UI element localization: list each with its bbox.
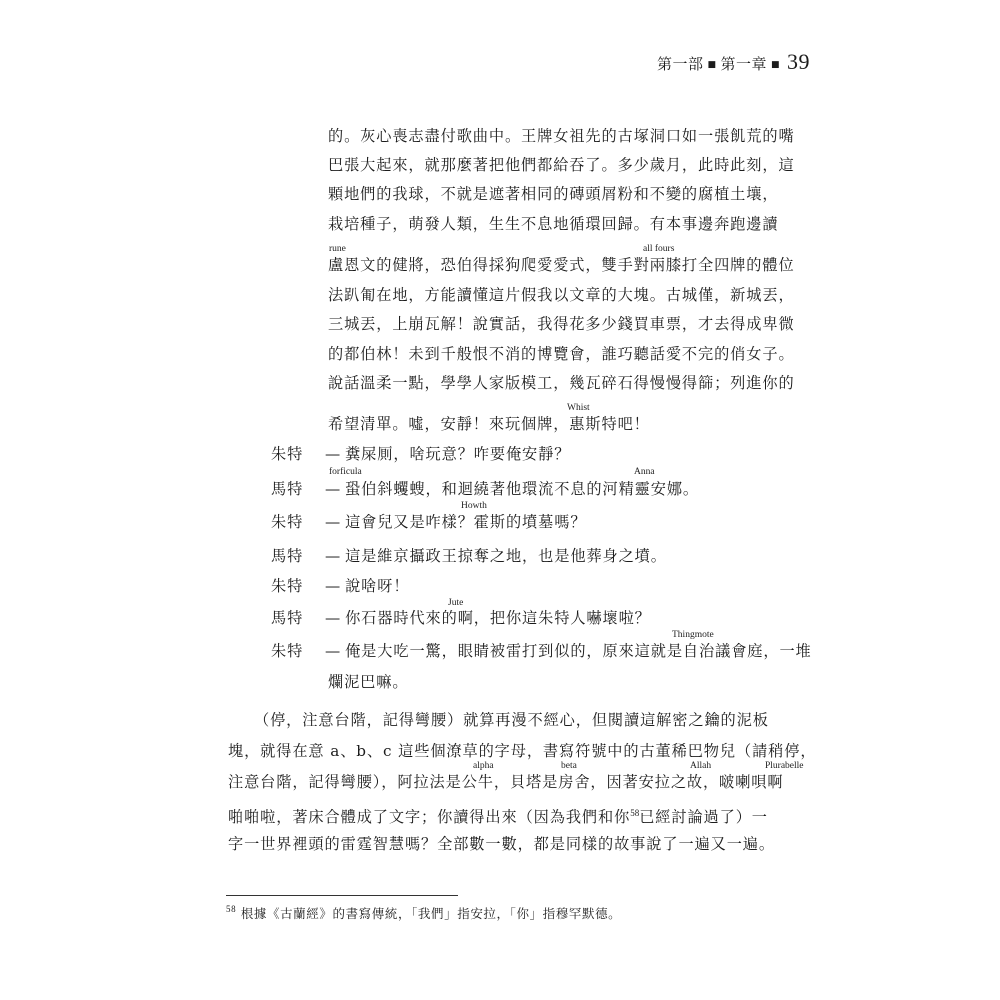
- footnote-ref[interactable]: 58: [630, 808, 640, 818]
- speaker-name: 朱特: [271, 513, 304, 531]
- gloss-whist: Whist: [567, 403, 590, 413]
- speaker-name: 馬特: [271, 609, 304, 627]
- dash: —: [325, 513, 342, 531]
- gloss-allah: Allah: [690, 761, 712, 771]
- dialogue-text: 你石器時代來的啊，把你這朱特人嚇壞啦？: [345, 609, 651, 627]
- dialogue-line: [271, 479, 699, 499]
- dialogue-line: [271, 576, 409, 596]
- gloss-forficula: forficula: [329, 467, 362, 477]
- running-header: [657, 49, 810, 75]
- part-label: 第一部: [656, 55, 704, 73]
- footnote: [226, 904, 621, 922]
- paragraph-line: 塊，就得在意 a、b、c 這些個潦草的字母，書寫符號中的古董稀巴物兒（請稍停，: [228, 742, 817, 760]
- dialogue-line: [271, 512, 586, 532]
- gloss-plurabelle: Plurabelle: [765, 761, 804, 771]
- gloss-beta: beta: [561, 761, 577, 771]
- gloss-anna: Anna: [634, 467, 655, 477]
- dialogue-text: 糞屎厠，啥玩意？咋要俺安靜？: [345, 445, 571, 463]
- verse-line: 希望清單。噓，安靜！來玩個牌，惠斯特吧！: [328, 415, 650, 433]
- verse-line: 顆地們的我球，不就是遮著相同的磚頭屑粉和不變的腐植土壤，: [328, 185, 779, 203]
- dash: —: [325, 445, 342, 463]
- gloss-all-fours: all fours: [643, 244, 675, 254]
- paragraph-text: 啪啪啦，著床合體成了文字；你讀得出來（因為我們和你: [228, 808, 631, 826]
- dialogue-text: 俺是大吃一驚，眼睛被雷打到似的，原來這就是自治議會庭，一堆: [345, 642, 812, 660]
- verse-line: 的都伯林！未到千般恨不消的博覽會，誰巧聽話愛不完的俏女子。: [328, 345, 795, 363]
- dash: —: [325, 642, 342, 660]
- speaker-name: 朱特: [271, 642, 304, 660]
- dialogue-continuation: 爛泥巴嘛。: [328, 673, 409, 691]
- speaker-name: 馬特: [271, 547, 304, 565]
- verse-line: 三城丟，上崩瓦解！說實話，我得花多少錢買車票，才去得成卑微: [328, 315, 795, 333]
- dash: —: [325, 547, 342, 565]
- verse-line: 的。灰心喪志盡付歌曲中。王牌女祖先的古塚洞口如一張飢荒的嘴: [328, 127, 795, 145]
- verse-line: 說話溫柔一點，學學人家版模工，幾瓦碎石得慢慢得篩；列進你的: [328, 374, 795, 392]
- footnote-number: 58: [226, 903, 237, 914]
- dash: —: [325, 577, 342, 595]
- gloss-alpha: alpha: [473, 761, 494, 771]
- verse-line: 栽培種子，萌發人類，生生不息地循環回歸。有本事邊奔跑邊讀: [328, 215, 779, 233]
- header-separator: ■: [770, 60, 780, 70]
- gloss-jute: Jute: [448, 598, 464, 608]
- dialogue-line: [271, 444, 570, 464]
- dash: —: [325, 480, 342, 498]
- page-number: 39: [787, 49, 810, 74]
- chapter-label: 第一章: [720, 55, 767, 73]
- paragraph-line: （停，注意台階，記得彎腰）就算再漫不經心，但閱讀這解密之鑰的泥板: [254, 711, 769, 729]
- dialogue-text: 蛩伯斜蠼螋，和迴繞著他環流不息的河精靈安娜。: [345, 480, 700, 498]
- dialogue-line: [271, 608, 651, 628]
- dialogue-line: [271, 641, 812, 661]
- footnote-divider: [226, 895, 458, 896]
- verse-line: 盧恩文的健將，恐伯得採狗爬愛愛式，雙手對兩膝打全四牌的體位: [328, 256, 795, 274]
- speaker-name: 朱特: [271, 577, 304, 595]
- gloss-thingmote: Thingmote: [672, 630, 714, 640]
- gloss-howth: Howth: [461, 501, 487, 511]
- paragraph-line: 注意台階，記得彎腰），阿拉法是公牛，貝塔是房舍，因著安拉之故，啵喇唄啊: [228, 773, 784, 791]
- footnote-text: 根據《古蘭經》的書寫傳統，「我們」指安拉，「你」指穆罕默德。: [240, 906, 622, 921]
- header-separator: ■: [707, 60, 717, 70]
- dialogue-line: [271, 546, 667, 566]
- dialogue-text: 這是維京攝政王掠奪之地，也是他葬身之墳。: [345, 547, 667, 565]
- speaker-name: 朱特: [271, 445, 304, 463]
- dash: —: [325, 609, 342, 627]
- paragraph-line: [228, 803, 768, 827]
- verse-line: 巴張大起來，就那麼著把他們都給吞了。多少歲月，此時此刻，這: [328, 156, 795, 174]
- gloss-rune: rune: [329, 244, 346, 254]
- dialogue-text: 說啥呀！: [345, 577, 410, 595]
- dialogue-text: 這會兒又是咋樣？霍斯的墳墓嗎？: [345, 513, 587, 531]
- speaker-name: 馬特: [271, 480, 304, 498]
- paragraph-line: 字一世界裡頭的雷霆智慧嗎？全部數一數，都是同樣的故事說了一遍又一遍。: [228, 835, 775, 853]
- paragraph-text: 已經討論過了）一: [639, 808, 768, 826]
- verse-line: 法趴匍在地，方能讀懂這片假我以文章的大塊。古城僅，新城丟，: [328, 286, 795, 304]
